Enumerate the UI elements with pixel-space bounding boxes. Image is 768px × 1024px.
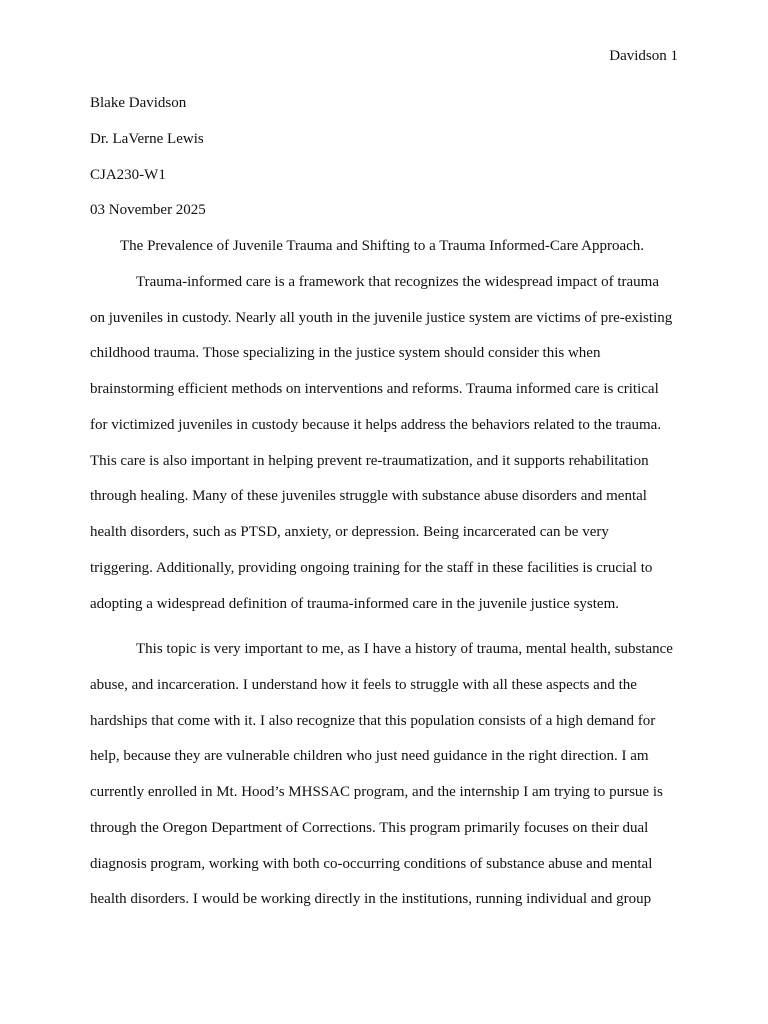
- paragraph-line: help, because they are vulnerable children who just need guidance in the right direction. I am: [90, 748, 649, 764]
- paragraph-line: health disorders, such as PTSD, anxiety, or depression. Being incarcerated can be very: [90, 524, 609, 540]
- paragraph-line: for victimized juveniles in custody because it helps address the behaviors related to the trauma.: [90, 417, 662, 433]
- course-code: CJA230-W1: [90, 167, 166, 183]
- paragraph-line: health disorders. I would be working directly in the institutions, running individual and group: [90, 891, 652, 907]
- paragraph-line: currently enrolled in Mt. Hood’s MHSSAC program, and the internship I am trying to pursue is: [90, 784, 663, 800]
- paragraph-line: brainstorming efficient methods on interventions and reforms. Trauma informed care is critical: [90, 381, 659, 397]
- paragraph-line: This care is also important in helping prevent re-traumatization, and it supports rehabilitation: [90, 453, 649, 469]
- paragraph-line: through healing. Many of these juveniles struggle with substance abuse disorders and mental: [90, 488, 647, 504]
- author-name: Blake Davidson: [90, 95, 187, 111]
- paragraph-line: adopting a widespread definition of trauma-informed care in the juvenile justice system.: [90, 596, 619, 612]
- running-header: Davidson 1: [609, 48, 678, 64]
- paragraph-line: This topic is very important to me, as I have a history of trauma, mental health, substance: [136, 641, 673, 657]
- paragraph-line: diagnosis program, working with both co-occurring conditions of substance abuse and mental: [90, 856, 653, 872]
- paragraph-line: childhood trauma. Those specializing in the justice system should consider this when: [90, 345, 601, 361]
- paragraph-line: abuse, and incarceration. I understand how it feels to struggle with all these aspects and the: [90, 677, 637, 693]
- document-title: The Prevalence of Juvenile Trauma and Shifting to a Trauma Informed-Care Approach.: [120, 238, 645, 254]
- paragraph-line: on juveniles in custody. Nearly all youth in the juvenile justice system are victims of pre-existing: [90, 310, 673, 326]
- document-date: 03 November 2025: [90, 202, 206, 218]
- paragraph-line: Trauma-informed care is a framework that recognizes the widespread impact of trauma: [136, 274, 659, 290]
- instructor-name: Dr. LaVerne Lewis: [90, 131, 204, 147]
- paragraph-line: triggering. Additionally, providing ongoing training for the staff in these facilities is crucial to: [90, 560, 653, 576]
- paragraph-line: hardships that come with it. I also recognize that this population consists of a high demand for: [90, 713, 656, 729]
- paragraph-line: through the Oregon Department of Corrections. This program primarily focuses on their dual: [90, 820, 649, 836]
